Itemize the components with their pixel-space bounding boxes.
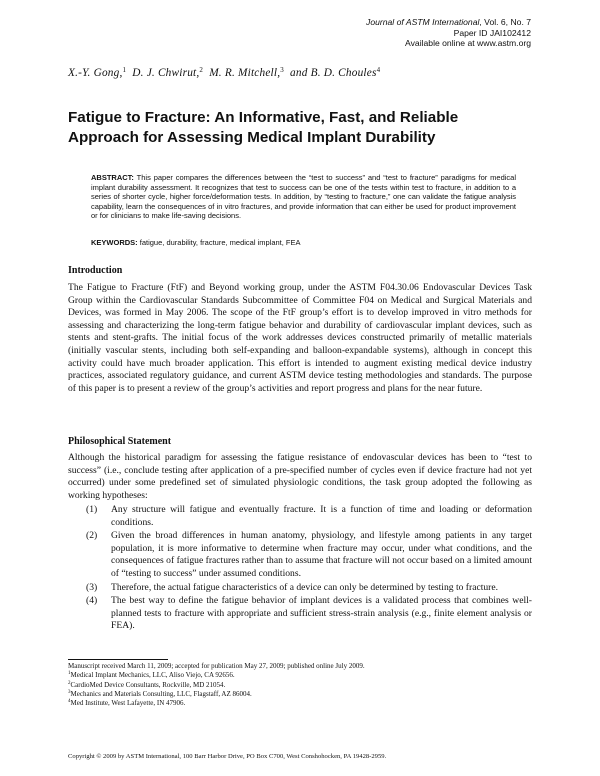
philosophical-paragraph: Although the historical paradigm for assessing the fatigue resistance of endovascular devices has been to “test to success” (i.e., conclude testing after application of a pre-specified number of cycles even if device fracture had not yet occurred) under some predefined set of simulated physiologic conditions, the task group adopted the following as working hypotheses: <box>68 452 532 501</box>
abstract-text: This paper compares the differences between the “test to success” and “test to fracture” paradigms for medical implant durability assessment. It recognizes that test to success can be one of the tests within test to fracture, in addition to a series of shorter cycle, higher force/deformation tests. In addition, by “testing to fracture,” one can validate the fatigue analysis capability, learn the consequences of in vitro fractures, and provide information that can either be used for product improvement or for clinicians to make life-saving decisions. <box>91 173 516 220</box>
list-number: (4) <box>86 595 98 607</box>
list-number: (2) <box>86 530 98 542</box>
list-item <box>68 582 532 595</box>
introduction-paragraph: The Fatigue to Fracture (FtF) and Beyond working group, under the ASTM F04.30.06 Endovascular Devices Task Group within the Cardiovascular Standards Subcommittee of Committee F04 on Medical and Surgical Materials and Devices, was formed in May 2006. The scope of the FtF group’s effort is to develop improved in vitro methods for assessing and characterizing the long-term fatigue behavior and durability of cardiovascular implant devices, such as stents and stent-grafts. The initial focus of the work addresses devices constructed primarily of metallic materials (initially vascular stents, including both self-expanding and balloon-expandable systems), although in concept this activity could have much broader application. This effort is intended to augment existing medical device industry practices, associated regulatory guidance, and current ASTM device testing methodologies and standards. The purpose of this paper is to present a review of the group’s activities and report progress and plans for the near future. <box>68 282 532 394</box>
list-text: Therefore, the actual fatigue characteristics of a device can only be determined by testing to fracture. <box>111 581 499 593</box>
author: X.-Y. Gong,$^1$ <box>68 66 127 79</box>
footnote: $^3$Mechanics and Materials Consulting, LLC, Flagstaff, AZ 86004. <box>68 689 252 698</box>
copyright-notice: Copyright © 2009 by ASTM International, 100 Barr Harbor Drive, PO Box C700, West Conshohocken, PA 19428-2959. <box>68 753 387 760</box>
list-item <box>68 530 532 580</box>
section-heading-philosophical: Philosophical Statement <box>68 436 172 447</box>
title-line: Approach for Assessing Medical Implant Durability <box>68 129 436 146</box>
journal-name: Journal of ASTM International <box>366 17 480 27</box>
footnote: $^2$CardioMed Device Consultants, Rockville, MD 21054. <box>68 680 226 689</box>
list-item <box>68 504 532 529</box>
footnote: $^1$Medical Implant Mechanics, LLC, Aliso Viejo, CA 92656. <box>68 671 235 680</box>
journal-citation <box>366 17 531 28</box>
list-item <box>68 595 532 633</box>
list-text: Any structure will fatigue and eventually fracture. It is a function of time and loading or deformation conditions. <box>111 504 532 528</box>
title-line: Fatigue to Fracture: An Informative, Fast, and Reliable <box>68 109 459 126</box>
author: M. R. Mitchell,$^3$ <box>209 66 284 79</box>
author: D. J. Chwirut,$^2$ <box>132 66 204 79</box>
hypotheses-list <box>68 504 532 634</box>
footnote: $^4$Med Institute, West Lafayette, IN 47906. <box>68 699 186 708</box>
abstract <box>91 173 516 221</box>
journal-header <box>366 17 531 49</box>
paper-title <box>68 108 538 148</box>
availability-note: Available online at www.astm.org <box>405 38 531 48</box>
list-text: The best way to define the fatigue behavior of implant devices is a validated process that combines well-planned tests to fracture with appropriate and sufficient stress-strain analysis (e.g., finite element analysis or FEA). <box>111 595 532 632</box>
keywords <box>91 238 516 248</box>
keywords-text: fatigue, durability, fracture, medical implant, FEA <box>137 238 301 247</box>
footnotes <box>68 662 538 708</box>
footnote-divider <box>68 659 168 660</box>
list-text: Given the broad differences in human anatomy, physiology, and lifestyle among patients in any target population, it is more informative to determine when fracture may occur, under what conditions, and the consequences of fatigue fractures rather than to assume that fracture will not occur based on a limited amount of “testing to success” under assumed conditions. <box>111 530 532 579</box>
journal-volume: , Vol. 6, No. 7 <box>479 17 531 27</box>
paper-id: Paper ID JAI102412 <box>453 27 531 38</box>
author: and B. D. Choules$^4$ <box>290 66 381 79</box>
list-number: (1) <box>86 504 98 515</box>
abstract-label: ABSTRACT: <box>91 173 134 182</box>
list-number: (3) <box>86 581 98 593</box>
manuscript-note: Manuscript received March 11, 2009; accepted for publication May 27, 2009; published online July 2009. <box>68 662 365 670</box>
section-heading-introduction: Introduction <box>68 265 123 276</box>
keywords-label: KEYWORDS: <box>91 238 138 247</box>
author-list <box>68 67 380 79</box>
